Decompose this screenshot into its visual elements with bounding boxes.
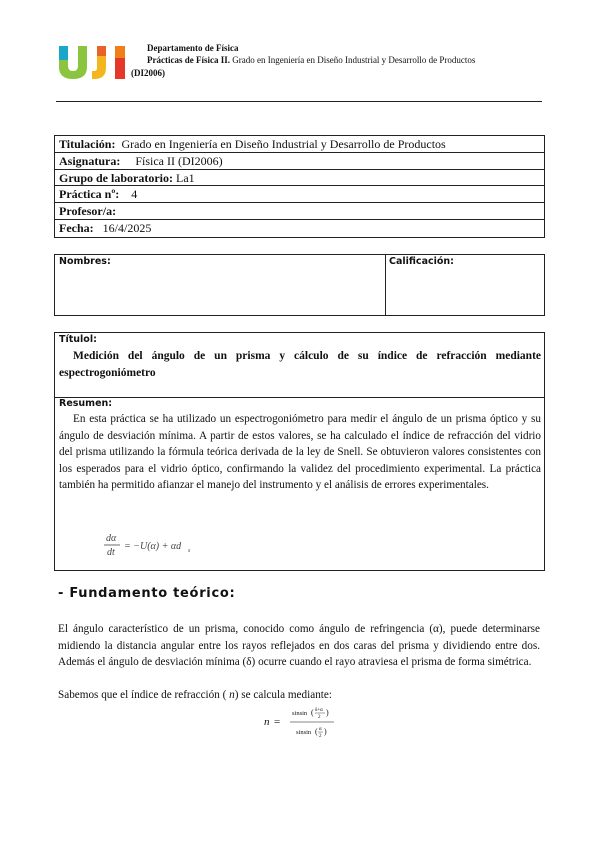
grupo-label: Grupo de laboratorio: — [59, 170, 173, 185]
practica-label: Práctica nº: — [59, 187, 120, 202]
svg-text:2: 2 — [318, 715, 321, 720]
svg-text:n: n — [264, 716, 270, 728]
course-name — [147, 54, 475, 66]
profesor-label: Profesor/a: — [59, 204, 117, 219]
svg-text:= −U(α) + αd: = −U(α) + αd — [124, 541, 182, 552]
row-titulacion — [55, 136, 544, 153]
header-rule — [56, 101, 542, 102]
svg-text:): ) — [326, 708, 329, 717]
fecha-label: Fecha: — [59, 220, 94, 235]
calificacion-label: Calificación: — [389, 256, 454, 267]
svg-text:sinsin: sinsin — [292, 710, 308, 717]
abstract-text: En esta práctica se ha utilizado un espectrogoniómetro para medir el ángulo de un prisma óptico y su ángulo de desviación mínima. A partir de estos valores, se ha calculado el índice de refracción del vidrio del prisma utilizando la fórmula teórica derivada de la ley de Snell. Se obtuvieron valores consistentes con los esperados para el vidrio óptico, confirmando la validez del procedimiento experimental. La práctica también ha permitido afianzar el manejo del instrumento y el análisis de errores experimentales. — [59, 413, 541, 492]
svg-text:2: 2 — [319, 734, 322, 739]
svg-text:(: ( — [315, 727, 318, 736]
fecha-value: 16/4/2025 — [102, 220, 152, 235]
svg-text:dα: dα — [106, 533, 117, 544]
nombres-label: Nombres: — [59, 256, 111, 267]
svg-text:α: α — [319, 727, 322, 732]
svg-text:s: s — [188, 548, 191, 554]
paragraph-2-start: Sabemos que el índice de refracción ( — [58, 689, 227, 701]
titulacion-label: Titulación: — [59, 137, 116, 151]
row-practica — [55, 186, 544, 203]
grupo-value: La1 — [176, 170, 195, 185]
report-separator — [55, 397, 544, 398]
course-name-rest: Grado en Ingeniería en Diseño Industrial y Desarrollo de Productos — [232, 55, 476, 65]
asignatura-label: Asignatura: — [59, 153, 121, 168]
paragraph-2-end: ) se calcula mediante: — [234, 689, 332, 701]
svg-text:(: ( — [311, 708, 314, 717]
report-title: Medición del ángulo de un prisma y cálculo de su índice de refracción mediante espectrogoniómetro — [59, 350, 541, 379]
svg-text:δ+α: δ+α — [315, 708, 323, 713]
course-name-bold: Prácticas de Física II. — [147, 55, 230, 65]
report-box — [54, 332, 545, 571]
variable-n: n — [229, 689, 235, 701]
titulacion-value: Grado en Ingeniería en Diseño Industrial y Desarrollo de Productos — [121, 137, 446, 151]
names-divider — [385, 255, 386, 315]
refraction-index-formula — [262, 703, 352, 741]
row-asignatura — [55, 153, 544, 170]
department-name: Departamento de Física — [147, 43, 239, 53]
row-profesor — [55, 203, 544, 220]
svg-text:=: = — [274, 716, 281, 728]
section-heading: - Fundamento teórico: — [58, 586, 236, 601]
svg-text:sinsin: sinsin — [296, 729, 312, 736]
info-table — [54, 135, 545, 238]
names-table — [54, 254, 545, 316]
resumen-label: Resumen: — [59, 398, 113, 409]
theory-paragraph-1: El ángulo característico de un prisma, conocido como ángulo de refringencia (α), puede determinarse midiendo la distancia angular entre los rayos reflejados en dos caras del prisma y dividiendo entre dos. Además el ángulo de desviación mínima (δ) ocurre cuando el rayo atraviesa el prisma de forma simétrica. — [58, 623, 540, 668]
course-code: (DI2006) — [131, 68, 165, 78]
asignatura-value: Física II (DI2006) — [135, 153, 223, 168]
svg-text:): ) — [324, 727, 327, 736]
svg-text:dt: dt — [107, 547, 115, 558]
row-grupo — [55, 170, 544, 187]
formula-image — [102, 531, 252, 559]
theory-paragraph-2 — [58, 688, 540, 702]
practica-value: 4 — [131, 187, 138, 202]
row-fecha — [55, 220, 544, 237]
titulo-label: Títulol: — [59, 334, 97, 345]
uji-logo — [57, 44, 129, 80]
